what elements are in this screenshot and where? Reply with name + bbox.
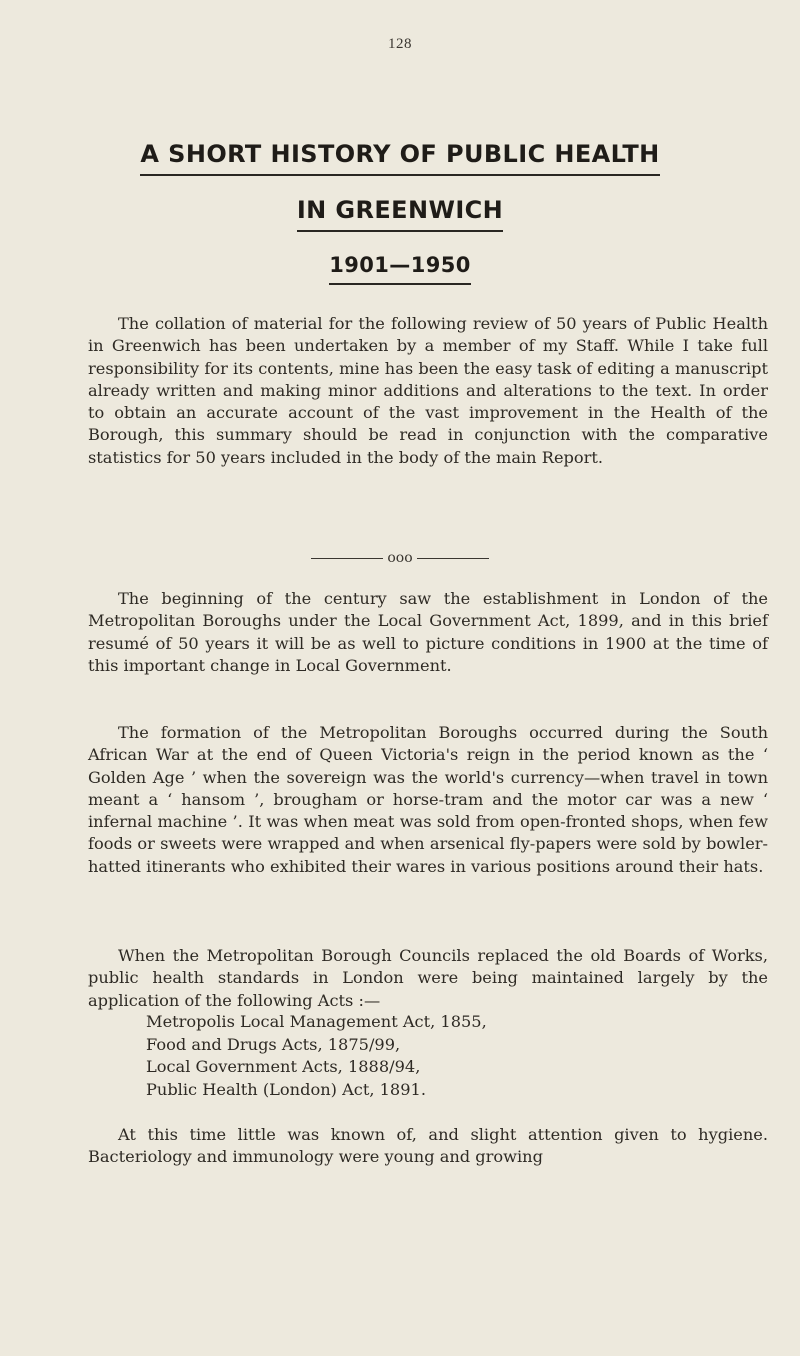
title-years-block: [0, 253, 800, 285]
closing-paragraph: At this time little was known of, and slight attention given to hygiene. Bacteriology and immunology were young and growing: [88, 1125, 768, 1167]
document-title: A SHORT HISTORY OF PUBLIC HEALTH: [140, 140, 659, 176]
section-separator: [0, 550, 800, 566]
intro-paragraph: The collation of material for the following review of 50 years of Public Health in Greenwich has been undertaken by a member of my Staff. While I take full responsibility for its contents, mine has been the easy task of editing a manuscript already written and making minor additions and alterations to the text. In order to obtain an accurate account of the vast improvement in the Health of the Borough, this summary should be read in conjunction with the comparative statistics for 50 years included in the body of the main Report.: [88, 314, 768, 467]
history-paragraph-2: The formation of the Metropolitan Boroughs occurred during the South African War at the end of Queen Victoria's reign in the period known as the ‘ Golden Age ’ when the sovereign was the world's currency—when travel in town meant a ‘ hansom ’, brougham or horse-tram and the motor car was a new ‘ infernal machine ’. It was when meat was sold from open-fronted shops, when few foods or sweets were wrapped and when arsenical fly-papers were sold by bowler-hatted itinerants who exhibited their wares in various positions around their hats.: [88, 723, 768, 876]
act-item: Public Health (London) Act, 1891.: [146, 1079, 426, 1099]
intro-section: [88, 313, 768, 469]
separator-rule-left: [311, 558, 383, 559]
act-item: Metropolis Local Management Act, 1855,: [146, 1012, 487, 1031]
history-paragraph-2-block: [88, 722, 768, 878]
history-paragraph-1: The beginning of the century saw the establishment in London of the Metropolitan Boroughs under the Local Government Act, 1899, and in this brief resumé of 50 years it will be as well to picture conditions in 1900 at the time of this important change in Local Government.: [88, 589, 768, 675]
page-number: 128: [388, 36, 412, 52]
document-years: 1901—1950: [329, 253, 471, 285]
act-item: Local Government Acts, 1888/94,: [146, 1057, 421, 1076]
history-paragraph-1-block: [88, 588, 768, 677]
acts-list: [146, 1011, 487, 1101]
document-subtitle: IN GREENWICH: [297, 196, 503, 232]
separator-mark: ooo: [387, 550, 413, 566]
closing-block: [88, 1124, 768, 1169]
separator-rule-right: [417, 558, 489, 559]
history-paragraph-3: When the Metropolitan Borough Councils replaced the old Boards of Works, public health standards in London were being maintained largely by the application of the following Acts :—: [88, 946, 768, 1010]
act-item: Food and Drugs Acts, 1875/99,: [146, 1034, 401, 1054]
title-line-1-block: [0, 140, 800, 176]
history-paragraph-3-block: [88, 945, 768, 1012]
title-line-2-block: [0, 196, 800, 232]
